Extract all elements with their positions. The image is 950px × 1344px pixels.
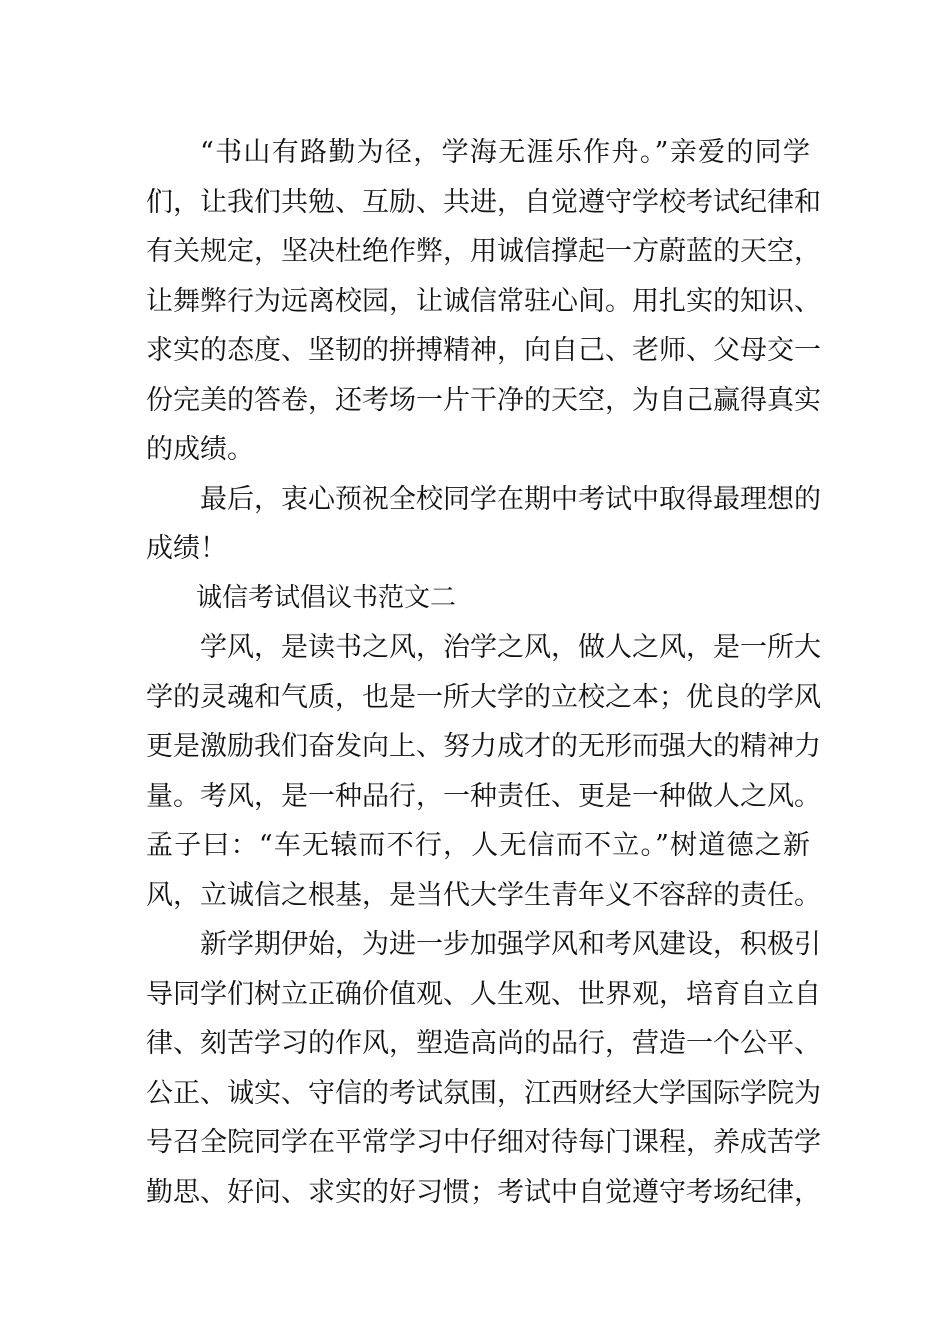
text-line: 成绩！ — [146, 533, 227, 564]
text-line: 号召全院同学在平常学习中仔细对待每门课程，养成苦学 — [146, 1127, 821, 1158]
text-line: 量。考风，是一种品行，一种责任、更是一种做人之风。 — [146, 780, 821, 812]
text-line: 有关规定，坚决杜绝作弊，用诚信撑起一方蔚蓝的天空， — [146, 236, 821, 267]
paragraph-closing-appeal — [146, 128, 821, 475]
text-line: 最后，衷心预祝全校同学在期中考试中取得最理想的 — [200, 483, 821, 515]
text-line: 让舞弊行为远离校园，让诚信常驻心间。用扎实的知识、 — [146, 285, 821, 317]
text-line: 学的灵魂和气质，也是一所大学的立校之本；优良的学风 — [146, 681, 821, 713]
text-line: 更是激励我们奋发向上、努力成才的无形而强大的精神力 — [146, 731, 821, 762]
text-line: 孟子曰：“车无辕而不行，人无信而不立。”树道德之新 — [146, 830, 810, 861]
heading-text: 诚信考试倡议书范文二 — [196, 582, 457, 613]
text-line: 们，让我们共勉、互励、共进，自觉遵守学校考试纪律和 — [146, 186, 821, 218]
paragraph-final-wishes — [146, 475, 821, 574]
text-line: 风，立诚信之根基，是当代大学生青年义不容辞的责任。 — [146, 879, 821, 911]
text-line: 的成绩。 — [146, 434, 254, 465]
text-line: 学风，是读书之风，治学之风，做人之风，是一所大 — [200, 632, 821, 663]
text-line: 导同学们树立正确价值观、人生观、世界观，培育自立自 — [146, 978, 821, 1010]
text-line: 公正、诚实、守信的考试氛围，江西财经大学国际学院为 — [146, 1077, 821, 1109]
paragraph-study-style — [146, 623, 821, 920]
text-line: “书山有路勤为径，学海无涯乐作舟。”亲爱的同学 — [200, 137, 810, 168]
text-line: 份完美的答卷，还考场一片干净的天空，为自己赢得真实 — [146, 384, 821, 416]
section-heading — [146, 574, 810, 624]
text-line: 新学期伊始，为进一步加强学风和考风建设，积极引 — [200, 929, 821, 960]
text-line: 求实的态度、坚韧的拼搏精神，向自己、老师、父母交一 — [146, 335, 821, 366]
text-line: 勤思、好问、求实的好习惯；考试中自觉遵守考场纪律， — [146, 1176, 821, 1208]
document-body — [146, 128, 821, 1217]
paragraph-new-semester — [146, 920, 821, 1217]
text-line: 律、刻苦学习的作风，塑造高尚的品行，营造一个公平、 — [146, 1028, 821, 1059]
